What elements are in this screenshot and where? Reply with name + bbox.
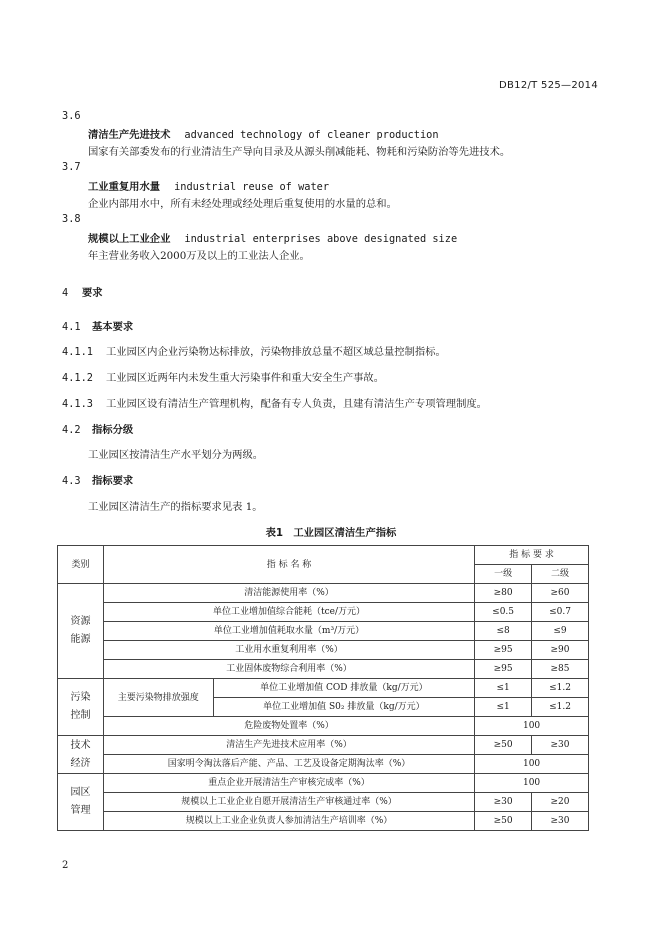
combined-value: 100 (475, 717, 589, 736)
combined-value: 100 (475, 755, 589, 774)
category-label: 管理 (70, 805, 91, 816)
indicator-name: 清洁能源使用率（%） (103, 584, 474, 603)
header-indicator: 指 标 名 称 (103, 546, 474, 584)
subsection-heading (62, 318, 133, 333)
table-row (58, 660, 589, 679)
paragraph-text: 工业园区按清洁生产水平划分为两级。 (88, 449, 264, 461)
category-label: 能源 (70, 634, 91, 645)
term-definition: 企业内部用水中，所有未经处理或经处理后重复使用的水量的总和。 (88, 198, 397, 210)
table-row (58, 812, 589, 831)
table-row (58, 755, 589, 774)
header-category: 类别 (58, 546, 104, 584)
level1-value: ≥30 (475, 793, 532, 812)
level1-value: ≤1 (475, 698, 532, 717)
term-title-en: industrial reuse of water (174, 181, 330, 193)
term-title-en: advanced technology of cleaner production (184, 129, 439, 141)
term-title (88, 126, 439, 141)
term-title-zh: 清洁生产先进技术 (88, 129, 171, 141)
subsection-heading (62, 421, 133, 436)
category-cell (58, 774, 104, 831)
subsection-title: 指标要求 (92, 475, 134, 487)
indicator-name: 工业用水重复利用率（%） (103, 641, 474, 660)
indicator-name: 重点企业开展清洁生产审核完成率（%） (103, 774, 474, 793)
table-header-row (58, 546, 589, 565)
header-requirement: 指 标 要 求 (475, 546, 589, 565)
indicator-name: 规模以上工业企业负责人参加清洁生产培训率（%） (103, 812, 474, 831)
subsection-number: 4.2 (62, 424, 81, 436)
category-label: 污染 (70, 692, 91, 703)
term-number: 3.7 (62, 161, 81, 173)
table-title: 表1 工业园区清洁生产指标 (265, 527, 397, 539)
indicator-name: 清洁生产先进技术应用率（%） (103, 736, 474, 755)
category-label: 资源 (70, 616, 91, 627)
clause-number: 4.1.1 (62, 346, 93, 358)
table-row (58, 736, 589, 755)
section-heading (62, 284, 103, 299)
table-row (58, 622, 589, 641)
clause-text: 工业园区内企业污染物达标排放，污染物排放总量不超区域总量控制指标。 (106, 346, 446, 358)
table-row (58, 774, 589, 793)
indicator-name: 危险废物处置率（%） (103, 717, 474, 736)
level2-value: ≥20 (532, 793, 589, 812)
level1-value: ≥95 (475, 641, 532, 660)
level1-value: ≥80 (475, 584, 532, 603)
combined-value: 100 (475, 774, 589, 793)
doc-code: DB12/T 525—2014 (499, 80, 598, 91)
category-cell (58, 584, 104, 679)
level2-value: ≤0.7 (532, 603, 589, 622)
category-cell (58, 679, 104, 736)
table-row (58, 679, 589, 698)
term-definition: 年主营业务收入2000万及以上的工业法人企业。 (88, 250, 310, 262)
header-level1: 一级 (475, 565, 532, 584)
indicator-name: 国家明令淘汰落后产能、产品、工艺及设备定期淘汰率（%） (103, 755, 474, 774)
table-row (58, 603, 589, 622)
term-title-en: industrial enterprises above designated size (184, 233, 458, 245)
clause-4-1-2 (62, 369, 384, 384)
subcategory-cell: 主要污染物排放强度 (103, 679, 213, 717)
clause-number: 4.1.3 (62, 398, 93, 410)
section-title: 要求 (82, 287, 103, 299)
term-title (88, 178, 329, 193)
table-row (58, 641, 589, 660)
category-label: 园区 (70, 787, 91, 798)
clause-number: 4.1.2 (62, 372, 93, 384)
level2-value: ≥30 (532, 736, 589, 755)
table-row (58, 584, 589, 603)
indicator-name: 工业固体废物综合利用率（%） (103, 660, 474, 679)
subsection-number: 4.3 (62, 475, 81, 487)
term-number: 3.6 (62, 110, 81, 122)
term-title-zh: 规模以上工业企业 (88, 233, 171, 245)
level2-value: ≤1.2 (532, 698, 589, 717)
level1-value: ≤1 (475, 679, 532, 698)
level1-value: ≥50 (475, 736, 532, 755)
term-number: 3.8 (62, 213, 81, 225)
category-label: 经济 (70, 757, 91, 769)
clause-4-1-1 (62, 343, 446, 358)
category-label: 控制 (70, 710, 91, 721)
level1-value: ≥95 (475, 660, 532, 679)
page-number: 2 (62, 860, 69, 871)
indicator-name: 规模以上工业企业自愿开展清洁生产审核通过率（%） (103, 793, 474, 812)
term-title (88, 230, 457, 245)
indicator-name: 单位工业增加值 COD 排放量（kg/万元） (213, 679, 474, 698)
subsection-heading (62, 472, 133, 487)
table-row (58, 793, 589, 812)
clause-4-1-3 (62, 395, 487, 410)
clause-text: 工业园区近两年内未发生重大污染事件和重大安全生产事故。 (106, 372, 385, 384)
level1-value: ≥50 (475, 812, 532, 831)
subsection-title: 基本要求 (92, 321, 134, 333)
header-level2: 二级 (532, 565, 589, 584)
table-row (58, 717, 589, 736)
clause-text: 工业园区设有清洁生产管理机构，配备有专人负责，且建有清洁生产专项管理制度。 (106, 398, 487, 410)
level1-value: ≤0.5 (475, 603, 532, 622)
category-label: 技术 (70, 739, 91, 751)
level2-value: ≥90 (532, 641, 589, 660)
indicator-name: 单位工业增加值 S0₂ 排放量（kg/万元） (213, 698, 474, 717)
term-definition: 国家有关部委发布的行业清洁生产导向目录及从源头削减能耗、物耗和污染防治等先进技术。 (88, 146, 511, 158)
indicator-name: 单位工业增加值耗取水量（m³/万元） (103, 622, 474, 641)
level1-value: ≤8 (475, 622, 532, 641)
subsection-number: 4.1 (62, 321, 81, 333)
level2-value: ≤9 (532, 622, 589, 641)
subsection-title: 指标分级 (92, 424, 134, 436)
category-cell (58, 736, 104, 774)
term-title-zh: 工业重复用水量 (88, 181, 161, 193)
section-number: 4 (62, 287, 69, 299)
level2-value: ≤1.2 (532, 679, 589, 698)
paragraph-text: 工业园区清洁生产的指标要求见表 1。 (88, 501, 263, 513)
level2-value: ≥60 (532, 584, 589, 603)
level2-value: ≥85 (532, 660, 589, 679)
indicator-name: 单位工业增加值综合能耗（tce/万元） (103, 603, 474, 622)
level2-value: ≥30 (532, 812, 589, 831)
indicator-table (57, 545, 589, 831)
